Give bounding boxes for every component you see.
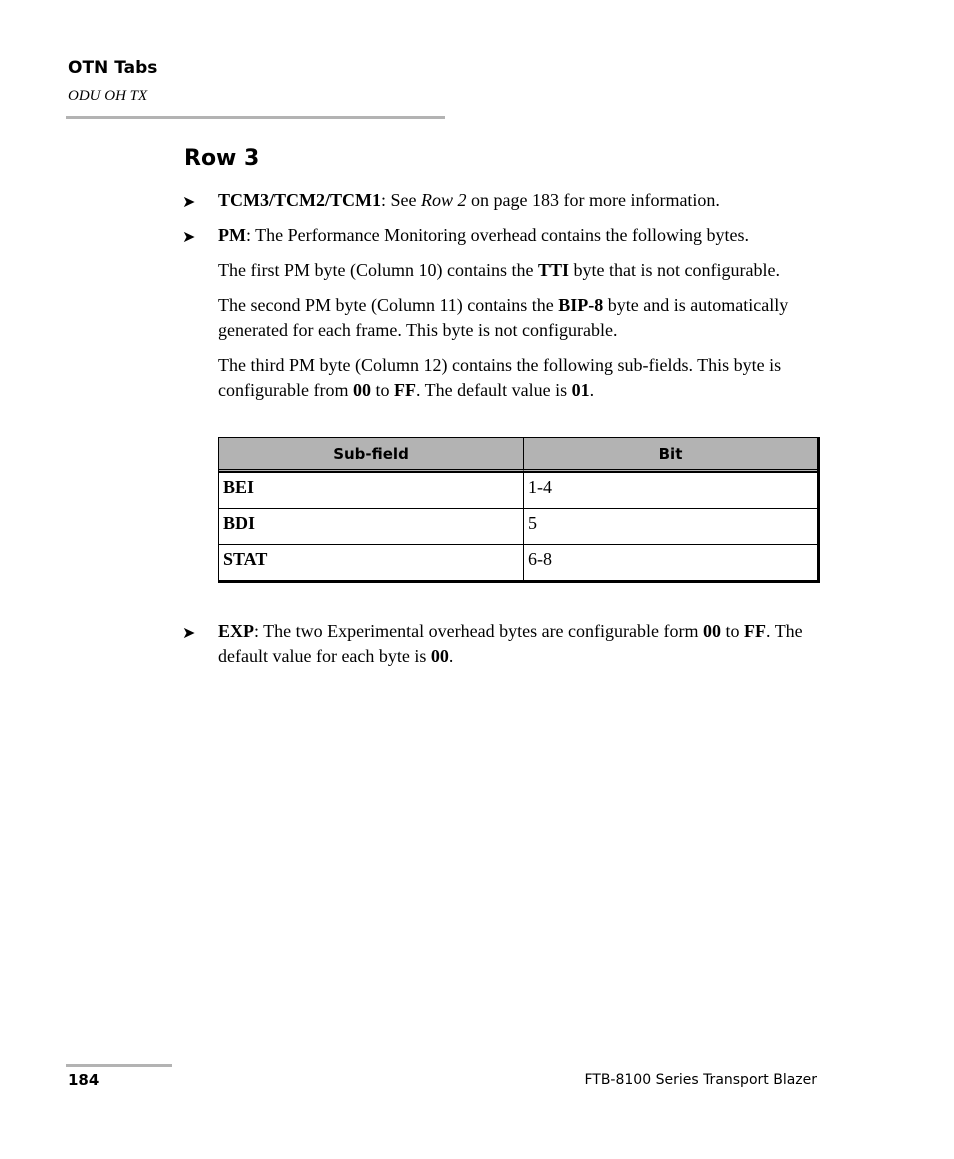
term: FF (393, 380, 416, 400)
subfield-cell: BDI (219, 508, 523, 544)
text: The third PM byte (Column 12) contains the following sub-fields. This byte is configurable from (218, 355, 782, 400)
term: 00 (430, 646, 449, 666)
term: TTI (537, 260, 569, 280)
subfield-cell: STAT (219, 544, 523, 580)
arrowhead-bullet-icon: ➤ (182, 229, 196, 246)
running-header-title: OTN Tabs (68, 58, 158, 78)
text: to (721, 621, 745, 641)
term: 01 (571, 380, 590, 400)
arrowhead-bullet-icon: ➤ (182, 625, 196, 642)
term: PM (218, 225, 246, 245)
text: on page 183 for more information. (466, 190, 720, 210)
table-row (219, 544, 817, 580)
bullet-tcm (182, 188, 818, 213)
term: EXP (218, 621, 254, 641)
text: byte and is automatically generated for each frame. This byte is not configurable. (218, 295, 789, 340)
cross-reference: Row 2 (420, 190, 467, 210)
table-row (219, 472, 817, 508)
column-header-subfield: Sub-field (219, 438, 523, 472)
text: . (448, 646, 454, 666)
term: 00 (352, 380, 371, 400)
header-rule (66, 116, 445, 119)
content (182, 188, 818, 679)
text: The second PM byte (Column 11) contains the (218, 295, 559, 315)
pm-paragraph-1 (218, 258, 818, 283)
text: . (589, 380, 595, 400)
section-title: Row 3 (184, 146, 260, 171)
subfield-table (218, 437, 820, 583)
text: . The default value for each byte is (218, 621, 803, 666)
bullet-exp (182, 619, 818, 669)
bit-cell: 5 (523, 508, 817, 544)
pm-paragraph-3 (218, 353, 818, 403)
text: byte that is not configurable. (569, 260, 780, 280)
table-header-row (219, 438, 817, 472)
bit-cell: 6-8 (523, 544, 817, 580)
term: FF (744, 621, 767, 641)
term: 00 (703, 621, 721, 641)
footer-rule (66, 1064, 172, 1067)
term: BIP-8 (558, 295, 604, 315)
footer-title: FTB-8100 Series Transport Blazer (584, 1072, 817, 1088)
text: to (370, 380, 394, 400)
page-number: 184 (68, 1071, 100, 1089)
bit-cell: 1-4 (523, 472, 817, 508)
table-row (219, 508, 817, 544)
column-header-bit: Bit (523, 438, 817, 472)
text: . The default value is (415, 380, 572, 400)
text: : The two Experimental overhead bytes are configurable form (254, 621, 703, 641)
text: : See (380, 190, 421, 210)
bullet-pm (182, 223, 818, 248)
subfield-cell: BEI (219, 472, 523, 508)
text: The first PM byte (Column 10) contains the (218, 260, 538, 280)
pm-paragraph-2 (218, 293, 818, 343)
term: TCM3/TCM2/TCM1 (218, 190, 381, 210)
arrowhead-bullet-icon: ➤ (182, 194, 196, 211)
text: : The Performance Monitoring overhead contains the following bytes. (245, 225, 750, 245)
running-header-subtitle: ODU OH TX (68, 88, 148, 104)
